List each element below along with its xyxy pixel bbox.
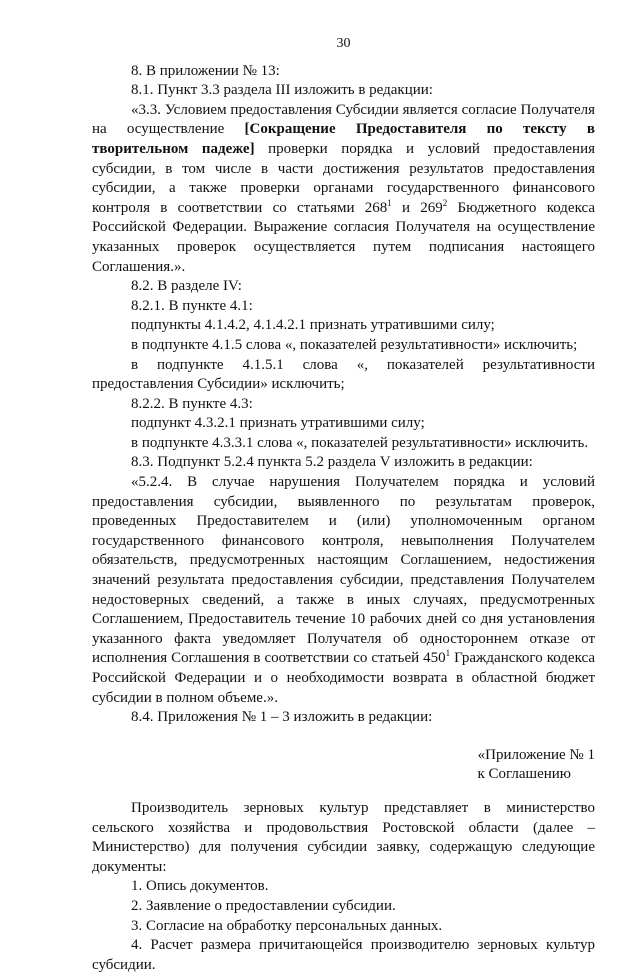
text-segment: Бюджетного кодекса Российской Федерации. Выражение согласия Получателя на осуществление указанных проверок осуществляется путем подписания настоящего Соглашения.». (92, 199, 595, 275)
text-segment: «3.3. Условием предоставления Субсидии является согласие Получателя на осуществление (92, 101, 595, 138)
paragraph-8: 8. В приложении № 13: (131, 62, 280, 79)
paragraph-8-3: 8.3. Подпункт 5.2.4 пункта 5.2 раздела V изложить в редакции: (131, 454, 533, 471)
list-item: 2. Заявление о предоставлении субсидии. (131, 897, 396, 914)
list-item: 3. Согласие на обработку персональных данных. (131, 917, 443, 934)
paragraph-subitem-4-1-5-1: в подпункте 4.1.5.1 слова «, показателей результативности предоставления Субсидии» исключить; (92, 356, 595, 393)
placeholder-bold: [Сокращение Предоставителя по тексту в творительном падеже] (92, 121, 595, 157)
paragraph-8-2: 8.2. В разделе IV: (131, 278, 242, 295)
paragraph-subitems-4-1-4: подпункты 4.1.4.2, 4.1.4.2.1 признать утратившими силу; (131, 317, 495, 334)
text-segment: «5.2.4. В случае нарушения Получателем порядка и условий предоставления субсидии, выявленного по результатам проверок, проведенных Предоставителем и (или) уполномоченным органом государственного финансового контроля, невыполнения Получателем обязательств, предусмотренных настоящим Соглашением, недостижения значений результата предоставления субсидии, представления Получателем недостоверных сведений, а также в иных случаях, предусмотренных Соглашением, Предоставитель течение 10 рабочих дней со дня установления указанного факта уведомляет Получателя об одностороннем отказе от исполнения Соглашения в соответствии со статьей 450 (92, 474, 595, 667)
document-page (92, 0, 595, 975)
paragraph-subitem-4-3-3-1: в подпункте 4.3.3.1 слова «, показателей результативности» исключить. (131, 434, 589, 451)
paragraph-subitem-4-1-5: в подпункте 4.1.5 слова «, показателей результативности» исключить; (131, 336, 578, 353)
paragraph-5-2-4-quote (92, 473, 595, 708)
superscript: 1 (445, 648, 451, 659)
paragraph-8-2-1: 8.2.1. В пункте 4.1: (131, 297, 253, 314)
superscript: 1 (387, 197, 392, 208)
text-segment: и 269 (391, 199, 443, 216)
paragraph-8-1: 8.1. Пункт 3.3 раздела III изложить в редакции: (131, 82, 433, 99)
appendix-subtitle: к Соглашению (477, 766, 571, 783)
text-segment: проверки порядка и условий предоставления субсидии, в том числе в части достижения результатов предоставления субсидии, а также проверки органами государственного финансового контроля в соответствии со статьями 268 (92, 140, 596, 216)
superscript: 2 (442, 197, 448, 208)
text-segment: Гражданского кодекса Российской Федерации и о необходимости возврата в областной бюджет субсидии в полном объеме.». (92, 650, 595, 706)
paragraph-8-4: 8.4. Приложения № 1 – 3 изложить в редакции: (131, 709, 433, 726)
paragraph-documents-intro: Производитель зерновых культур представляет в министерство сельского хозяйства и продовольствия Ростовской области (далее – Министерство) для получения субсидии заявку, содержащую следующие документы: (92, 799, 595, 875)
list-item: 4. Расчет размера причитающейся производителю зерновых культур субсидии. (92, 937, 595, 973)
paragraph-subitem-4-3-2-1: подпункт 4.3.2.1 признать утратившими силу; (131, 415, 425, 432)
paragraph-3-3-quote (92, 101, 595, 277)
paragraph-8-2-2: 8.2.2. В пункте 4.3: (131, 395, 253, 412)
appendix-header (92, 746, 595, 785)
list-item: 1. Опись документов. (131, 878, 269, 895)
page-number: 30 (336, 36, 351, 51)
appendix-title: «Приложение № 1 (477, 746, 595, 763)
